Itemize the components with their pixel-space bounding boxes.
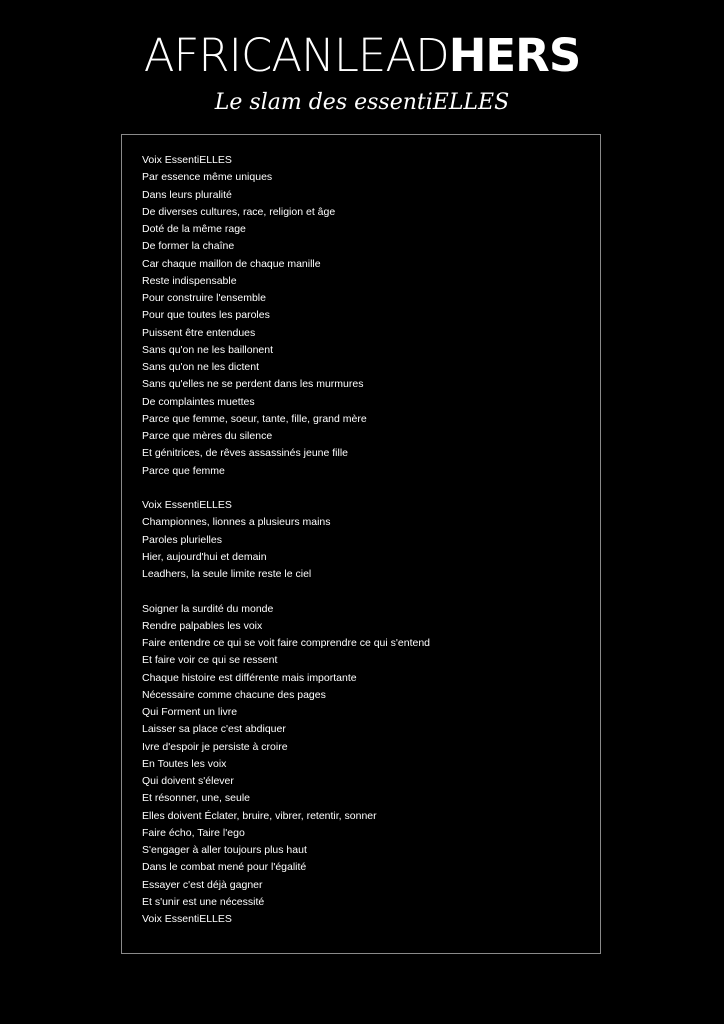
poem-line: Essayer c'est déjà gagner — [142, 878, 263, 891]
poem-line: Dans le combat mené pour l'égalité — [142, 861, 307, 874]
poem-line: Car chaque maillon de chaque manille — [142, 257, 321, 270]
poem-stanza — [142, 152, 590, 480]
poem-line: De complaintes muettes — [142, 395, 255, 408]
poem-line: Qui doivent s'élever — [142, 775, 234, 787]
poem-line: Pour construire l'ensemble — [142, 292, 266, 304]
logo-text-light: AFRICANLEAD — [143, 29, 449, 82]
poem-line: Leadhers, la seule limite reste le ciel — [142, 568, 312, 580]
page-subtitle: Le slam des essentiELLES — [214, 90, 510, 115]
poem-line: Et génitrices, de rêves assassinés jeune fille — [142, 447, 349, 460]
poem-line: Sans qu'on ne les dictent — [142, 361, 260, 373]
poem-line: Hier, aujourd'hui et demain — [142, 550, 267, 563]
poem-line: Puissent être entendues — [142, 326, 256, 339]
poem-text — [142, 152, 590, 928]
poem-line: Laisser sa place c'est abdiquer — [142, 723, 286, 736]
poem-line: Nécessaire comme chacune des pages — [142, 688, 326, 701]
poem-line: De former la chaîne — [142, 240, 235, 253]
poem-line: En Toutes les voix — [142, 757, 227, 770]
poem-line: Parce que femme — [142, 464, 225, 477]
poem-stanza — [142, 497, 590, 583]
poem-line: Qui Forment un livre — [142, 706, 238, 718]
poem-line: Et résonner, une, seule — [142, 792, 250, 805]
poem-line: Reste indispensable — [142, 274, 237, 287]
poem-line: Chaque histoire est différente mais importante — [142, 671, 357, 684]
poem-line: S'engager à aller toujours plus haut — [142, 844, 307, 856]
poem-line: Parce que femme, soeur, tante, fille, grand mère — [142, 412, 367, 425]
poem-line: Parce que mères du silence — [142, 430, 273, 442]
poem-line: Pour que toutes les paroles — [142, 309, 270, 322]
poem-line: Sans qu'on ne les baillonent — [142, 343, 274, 356]
poem-line: Ivre d'espoir je persiste à croire — [142, 740, 288, 753]
poem-line: Sans qu'elles ne se perdent dans les murmures — [142, 378, 364, 391]
poem-line: Voix EssentiELLES — [142, 154, 232, 166]
poem-line: Paroles plurielles — [142, 533, 222, 546]
poem-line: De diverses cultures, race, religion et âge — [142, 205, 336, 218]
poem-line: Dans leurs pluralité — [142, 188, 232, 201]
poem-line: Par essence même uniques — [142, 171, 273, 184]
poem-frame — [121, 134, 601, 954]
poem-line: Voix EssentiELLES — [142, 499, 232, 511]
poem-line: Elles doivent Éclater, bruire, vibrer, retentir, sonner — [142, 809, 377, 822]
poem-line: Doté de la même rage — [142, 223, 246, 235]
poem-line: Championnes, lionnes a plusieurs mains — [142, 516, 331, 529]
poem-stanza — [142, 601, 590, 929]
poem-line: Rendre palpables les voix — [142, 619, 263, 632]
logo-text-bold: HERS — [448, 29, 581, 82]
poem-line: Et s'unir est une nécessité — [142, 895, 265, 908]
poem-line: Soigner la surdité du monde — [142, 602, 274, 615]
poem-line: Faire écho, Taire l'ego — [142, 826, 245, 839]
brand-logo — [0, 30, 724, 82]
poem-line: Et faire voir ce qui se ressent — [142, 654, 278, 667]
poem-line: Voix EssentiELLES — [142, 913, 232, 925]
poem-line: Faire entendre ce qui se voit faire comprendre ce qui s'entend — [142, 637, 431, 649]
